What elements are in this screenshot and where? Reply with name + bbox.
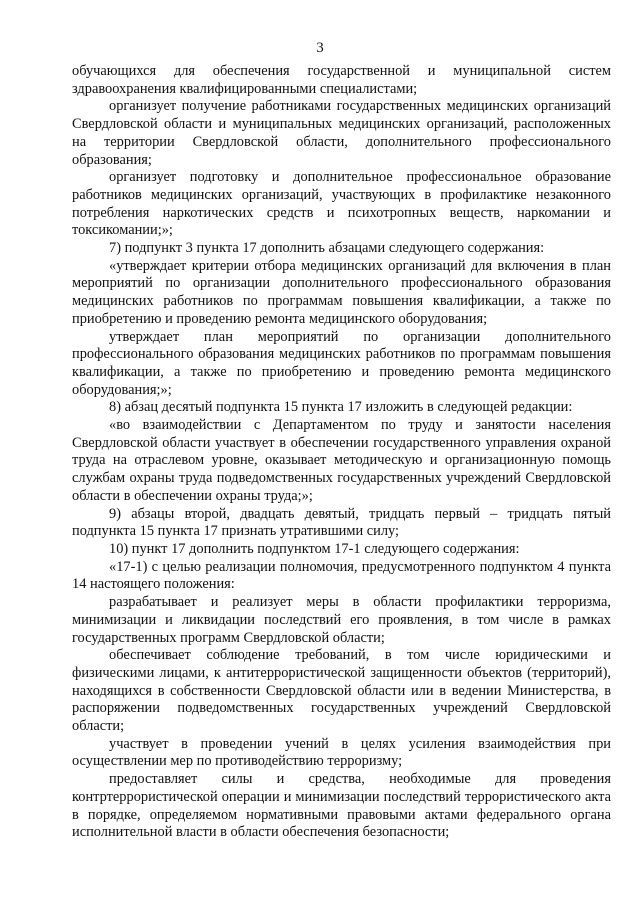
paragraph: обучающихся для обеспечения государственной и муниципальной систем здравоохранения квалифицированными специалистами;: [72, 63, 611, 97]
paragraph: «17-1) с целью реализации полномочия, предусмотренного подпунктом 4 пункта 14 настоящего положения:: [72, 558, 611, 593]
paragraph: утверждает план мероприятий по организации дополнительного профессионального образования медицинских работников по программам повышения квалификации, а также по приобретению и проведению ремонта медицинского оборудования;»;: [72, 328, 611, 398]
paragraph: участвует в проведении учений в целях усиления взаимодействия при осуществлении мер по противодействию терроризму;: [72, 735, 611, 770]
paragraph: 10) пункт 17 дополнить подпунктом 17-1 следующего содержания:: [109, 540, 520, 557]
paragraph: обеспечивает соблюдение требований, в том числе юридическими и физическими лицами, к антитеррористической защищенности объектов (территорий), находящихся в собственности Свердловской области или в ведении Министерства, в распоряжении подведомственных государственных учреждений Свердловской области;: [72, 647, 611, 735]
paragraph: разрабатывает и реализует меры в области профилактики терроризма, минимизации и ликвидации последствий его проявления, в том числе в рамках государственных программ Свердловской области;: [72, 594, 611, 646]
paragraph: 8) абзац десятый подпункта 15 пункта 17 изложить в следующей редакции:: [109, 399, 573, 416]
paragraph: 7) подпункт 3 пункта 17 дополнить абзацами следующего содержания:: [109, 240, 545, 257]
paragraph: 9) абзацы второй, двадцать девятый, тридцать первый – тридцать пятый подпункта 15 пункта 17 признать утратившими силу;: [72, 505, 611, 540]
page-number: 3: [316, 40, 324, 56]
paragraph: организует получение работниками государственных медицинских организаций Свердловской области и муниципальных медицинских организаций, расположенных на территории Свердловской области, дополнительного профессионального образования;: [72, 98, 611, 168]
paragraph: организует подготовку и дополнительное профессиональное образование работников медицинских организаций, участвующих в профилактике незаконного потребления наркотических средств и психотропных веществ, наркомании и токсикомании;»;: [72, 169, 611, 239]
document-body: [72, 63, 611, 842]
paragraph: «во взаимодействии с Департаментом по труду и занятости населения Свердловской области участвует в обеспечении государственного управления охраной труда на отраслевом уровне, оказывает методическую и организационную помощь службам охраны труда подведомственных государственных учреждений Свердловской области в обеспечении охраны труда;»;: [72, 417, 611, 504]
paragraph: «утверждает критерии отбора медицинских организаций для включения в план мероприятий по организации дополнительного профессионального образования медицинских работников по программам повышения квалификации, а также по приобретению и проведению ремонта медицинского оборудования;: [72, 257, 611, 327]
paragraph: предоставляет силы и средства, необходимые для проведения контртеррористической операции и минимизации последствий террористического акта в порядке, определяемом нормативными правовыми актами федерального органа исполнительной власти в области обеспечения безопасности;: [72, 771, 611, 841]
